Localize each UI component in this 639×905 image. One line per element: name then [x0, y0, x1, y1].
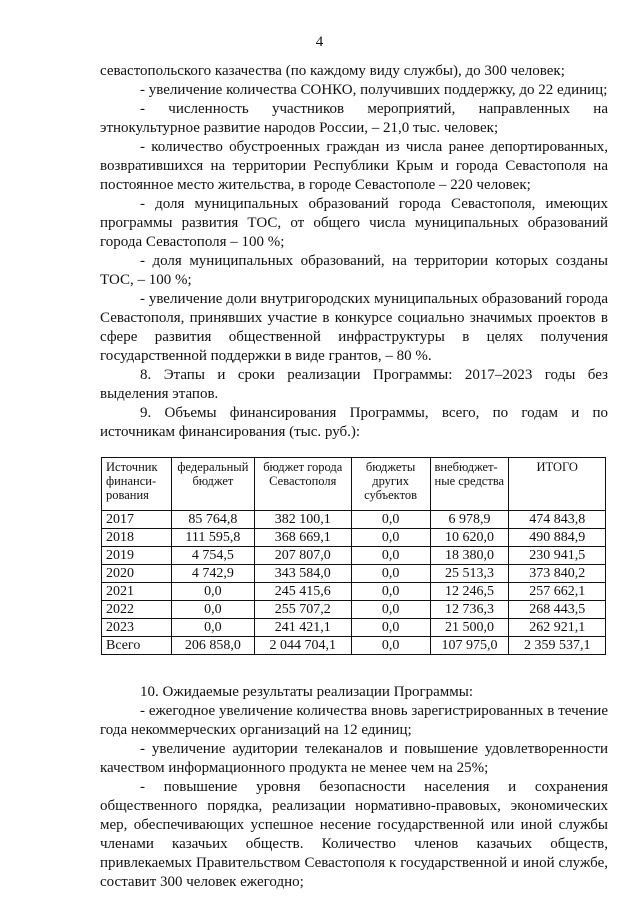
table-cell: 4 754,5 [171, 547, 254, 565]
table-cell: 0,0 [351, 601, 430, 619]
table-row [102, 547, 606, 565]
table-cell: 25 513,3 [430, 565, 509, 583]
table-cell: 0,0 [351, 511, 430, 529]
paragraph: - увеличение аудитории телеканалов и повышение удовлетворенности качеством информационного продукта не менее чем на 25%; [100, 741, 608, 776]
table-cell: 207 807,0 [254, 547, 351, 565]
paragraph: - увеличение количества СОНКО, получивших поддержку, до 22 единиц; [140, 82, 608, 98]
paragraph: - доля муниципальных образований, на территории которых созданы ТОС, – 100 %; [100, 253, 608, 288]
table-row [102, 601, 606, 619]
table-header: ИТОГО [509, 458, 606, 511]
table-cell: 10 620,0 [430, 529, 509, 547]
paragraph: 8. Этапы и сроки реализации Программы: 2017–2023 годы без выделения этапов. [100, 367, 608, 402]
paragraph: 9. Объемы финансирования Программы, всего, по годам и по источникам финансирования (тыс. руб.): [100, 405, 608, 440]
table-cell: 490 884,9 [509, 529, 606, 547]
table-cell: 2 044 704,1 [254, 637, 351, 655]
table-cell: 373 840,2 [509, 565, 606, 583]
paragraph: - численность участников мероприятий, направленных на этнокультурное развитие народов России, – 21,0 тыс. человек; [100, 101, 608, 136]
table-cell: 245 415,6 [254, 583, 351, 601]
table-cell: 0,0 [171, 601, 254, 619]
table-cell: 12 246,5 [430, 583, 509, 601]
row-label-cell: Всего [102, 637, 172, 655]
document-body [100, 62, 608, 892]
table-row [102, 637, 606, 655]
table-cell: 343 584,0 [254, 565, 351, 583]
table-header: федеральный бюджет [171, 458, 254, 511]
table-cell: 0,0 [351, 637, 430, 655]
table-cell: 0,0 [351, 583, 430, 601]
row-label-cell: 2017 [102, 511, 172, 529]
table-cell: 85 764,8 [171, 511, 254, 529]
table-cell: 0,0 [171, 583, 254, 601]
table-cell: 0,0 [351, 547, 430, 565]
row-label-cell: 2021 [102, 583, 172, 601]
table-cell: 21 500,0 [430, 619, 509, 637]
row-label-cell: 2018 [102, 529, 172, 547]
table-cell: 206 858,0 [171, 637, 254, 655]
table-cell: 241 421,1 [254, 619, 351, 637]
table-cell: 262 921,1 [509, 619, 606, 637]
table-row [102, 565, 606, 583]
table-header-row [102, 458, 606, 511]
table-header: внебюджет-ные средства [430, 458, 509, 511]
table-header: бюджеты других субъектов [351, 458, 430, 511]
table-row [102, 529, 606, 547]
table-cell: 107 975,0 [430, 637, 509, 655]
paragraph: севастопольского казачества (по каждому виду службы), до 300 человек; [100, 63, 565, 79]
table-header: Источник финанси-рования [102, 458, 172, 511]
row-label-cell: 2019 [102, 547, 172, 565]
table-row [102, 619, 606, 637]
page-number: 4 [315, 34, 324, 50]
row-label-cell: 2022 [102, 601, 172, 619]
paragraph: 10. Ожидаемые результаты реализации Программы: [140, 684, 474, 700]
table-cell: 474 843,8 [509, 511, 606, 529]
financing-table [101, 457, 606, 655]
paragraph: - доля муниципальных образований города Севастополя, имеющих программы развития ТОС, от общего числа муниципальных образований города Севастополя – 100 %; [100, 196, 608, 250]
table-cell: 6 978,9 [430, 511, 509, 529]
table-cell: 0,0 [171, 619, 254, 637]
table-cell: 0,0 [351, 565, 430, 583]
paragraph: - увеличение доли внутригородских муниципальных образований города Севастополя, принявших участие в конкурсе социально значимых проектов в сфере развития общественной инфраструктуры в целях получения государственной поддержки в виде грантов, – 80 %. [100, 291, 608, 364]
paragraph: - ежегодное увеличение количества вновь зарегистрированных в течение года некоммерческих организаций на 12 единиц; [100, 703, 608, 738]
table-row [102, 511, 606, 529]
table-row [102, 583, 606, 601]
table-cell: 368 669,1 [254, 529, 351, 547]
row-label-cell: 2023 [102, 619, 172, 637]
table-cell: 257 662,1 [509, 583, 606, 601]
table-cell: 382 100,1 [254, 511, 351, 529]
table-cell: 12 736,3 [430, 601, 509, 619]
paragraph: - количество обустроенных граждан из числа ранее депортированных, возвратившихся на территории Республики Крым и города Севастополя на постоянное место жительства, в городе Севастополе – 220 человек; [100, 139, 608, 193]
table-cell: 0,0 [351, 619, 430, 637]
table-cell: 230 941,5 [509, 547, 606, 565]
table-cell: 268 443,5 [509, 601, 606, 619]
paragraph: - повышение уровня безопасности населения и сохранения общественного порядка, реализации нормативно-правовых, экономических мер, обеспечивающих успешное несение государственной или иной службы членами казачьих обществ. Количество членов казачьих обществ, привлекаемых Правительством Севастополя к государственной и иной службе, составит 300 человек ежегодно; [100, 779, 608, 890]
table-cell: 111 595,8 [171, 529, 254, 547]
table-cell: 255 707,2 [254, 601, 351, 619]
table-header: бюджет города Севастополя [254, 458, 351, 511]
table-cell: 18 380,0 [430, 547, 509, 565]
table-cell: 4 742,9 [171, 565, 254, 583]
row-label-cell: 2020 [102, 565, 172, 583]
table-cell: 0,0 [351, 529, 430, 547]
table-cell: 2 359 537,1 [509, 637, 606, 655]
